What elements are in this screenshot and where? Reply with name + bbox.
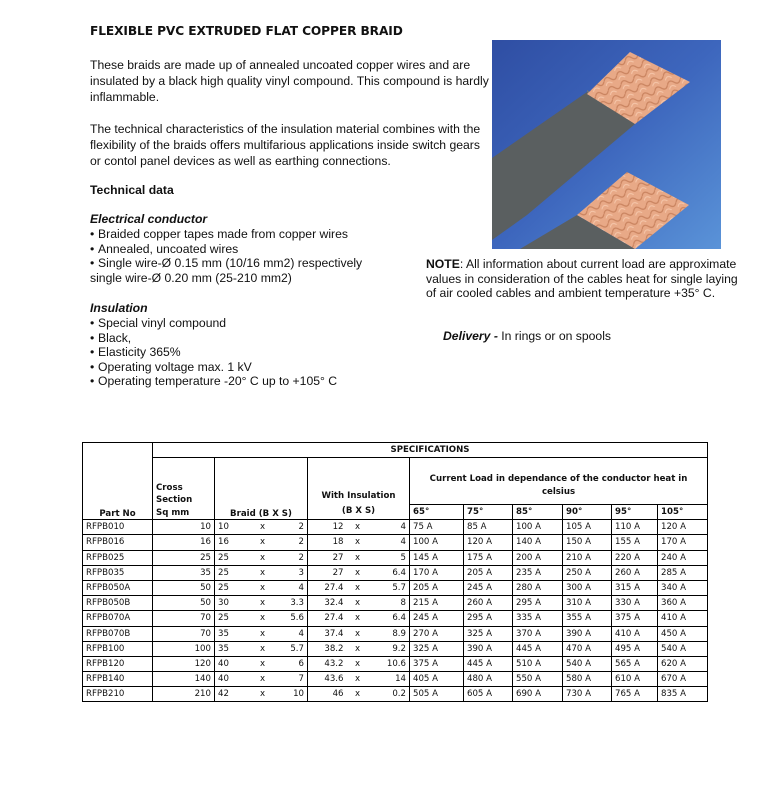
cell-ins-width: 46	[308, 687, 347, 702]
header-temp: 90°	[563, 505, 612, 520]
cell-part-no: RFPB120	[83, 656, 153, 671]
cell-current-load: 280 A	[513, 580, 563, 595]
document-title: FLEXIBLE PVC EXTRUDED FLAT COPPER BRAID	[90, 24, 403, 38]
copper-braid-illustration	[492, 40, 721, 249]
table-row	[83, 672, 708, 687]
cell-times: x	[252, 672, 274, 687]
cell-current-load: 335 A	[513, 611, 563, 626]
header-part-no: Part No	[83, 443, 153, 520]
cell-braid-width: 16	[215, 535, 252, 550]
cell-ins-thickness: 8	[369, 596, 410, 611]
cell-part-no: RFPB100	[83, 641, 153, 656]
cell-current-load: 240 A	[658, 550, 708, 565]
cell-times: x	[252, 656, 274, 671]
list-item: • Operating temperature -20° C up to +105° C	[90, 374, 338, 389]
cell-braid-thickness: 5.7	[274, 641, 308, 656]
cell-current-load: 565 A	[612, 656, 658, 671]
cell-ins-thickness: 5	[369, 550, 410, 565]
list-item: • Special vinyl compound	[90, 316, 227, 330]
cell-braid-thickness: 2	[274, 520, 308, 535]
cell-braid-thickness: 3	[274, 565, 308, 580]
cell-times: x	[347, 611, 369, 626]
cell-ins-width: 27.4	[308, 580, 347, 595]
cell-current-load: 550 A	[513, 672, 563, 687]
cell-part-no: RFPB140	[83, 672, 153, 687]
cell-current-load: 300 A	[563, 580, 612, 595]
cell-times: x	[252, 641, 274, 656]
cell-current-load: 480 A	[464, 672, 513, 687]
cell-times: x	[252, 535, 274, 550]
cell-current-load: 610 A	[612, 672, 658, 687]
header-temp: 75°	[464, 505, 513, 520]
cell-braid-width: 25	[215, 550, 252, 565]
cell-current-load: 410 A	[658, 611, 708, 626]
cell-current-load: 730 A	[563, 687, 612, 702]
cell-times: x	[252, 687, 274, 702]
header-temp: 85°	[513, 505, 563, 520]
specifications-body	[83, 520, 708, 702]
cell-cross-section: 70	[153, 611, 215, 626]
table-row	[83, 550, 708, 565]
cell-times: x	[347, 520, 369, 535]
cell-current-load: 690 A	[513, 687, 563, 702]
cell-braid-width: 10	[215, 520, 252, 535]
cell-current-load: 170 A	[410, 565, 464, 580]
electrical-conductor-heading: Electrical conductor	[90, 212, 208, 226]
cell-current-load: 235 A	[513, 565, 563, 580]
cell-current-load: 390 A	[563, 626, 612, 641]
cell-cross-section: 25	[153, 550, 215, 565]
specifications-table	[82, 442, 708, 702]
cell-ins-width: 32.4	[308, 596, 347, 611]
cell-ins-thickness: 4	[369, 520, 410, 535]
cell-current-load: 205 A	[464, 565, 513, 580]
cell-cross-section: 140	[153, 672, 215, 687]
cell-current-load: 370 A	[513, 626, 563, 641]
cell-current-load: 620 A	[658, 656, 708, 671]
cell-current-load: 105 A	[563, 520, 612, 535]
cell-ins-width: 27	[308, 550, 347, 565]
cell-times: x	[347, 596, 369, 611]
table-row	[83, 520, 708, 535]
cell-current-load: 540 A	[563, 656, 612, 671]
cell-current-load: 325 A	[464, 626, 513, 641]
cell-braid-thickness: 5.6	[274, 611, 308, 626]
cell-braid-thickness: 10	[274, 687, 308, 702]
note-text: NOTE: All information about current load are approximate values in consideration of the cables heat for single laying of air cooled cables and ambient temperature +35° C.	[426, 257, 738, 301]
list-item: • Braided copper tapes made from copper wires	[90, 227, 348, 241]
cell-ins-width: 38.2	[308, 641, 347, 656]
cell-cross-section: 210	[153, 687, 215, 702]
cell-cross-section: 50	[153, 580, 215, 595]
cell-current-load: 360 A	[658, 596, 708, 611]
cell-current-load: 390 A	[464, 641, 513, 656]
cell-current-load: 100 A	[410, 535, 464, 550]
product-photo	[492, 40, 721, 249]
insulation-heading: Insulation	[90, 301, 148, 315]
cell-current-load: 765 A	[612, 687, 658, 702]
cell-cross-section: 120	[153, 656, 215, 671]
cell-current-load: 510 A	[513, 656, 563, 671]
cell-ins-width: 18	[308, 535, 347, 550]
cell-cross-section: 70	[153, 626, 215, 641]
cell-times: x	[252, 596, 274, 611]
cell-current-load: 155 A	[612, 535, 658, 550]
cell-cross-section: 35	[153, 565, 215, 580]
cell-ins-width: 27.4	[308, 611, 347, 626]
cell-braid-thickness: 4	[274, 580, 308, 595]
cell-braid-thickness: 2	[274, 535, 308, 550]
cell-ins-thickness: 5.7	[369, 580, 410, 595]
cell-part-no: RFPB035	[83, 565, 153, 580]
cell-current-load: 330 A	[612, 596, 658, 611]
cell-current-load: 245 A	[410, 611, 464, 626]
cell-current-load: 505 A	[410, 687, 464, 702]
cell-times: x	[252, 626, 274, 641]
cell-current-load: 210 A	[563, 550, 612, 565]
cell-ins-width: 43.6	[308, 672, 347, 687]
cell-braid-width: 40	[215, 672, 252, 687]
delivery-info: Delivery - In rings or on spools	[443, 329, 612, 343]
cell-part-no: RFPB050B	[83, 596, 153, 611]
cell-times: x	[347, 580, 369, 595]
cell-current-load: 140 A	[513, 535, 563, 550]
header-temp: 105°	[658, 505, 708, 520]
cell-ins-thickness: 4	[369, 535, 410, 550]
cell-times: x	[252, 550, 274, 565]
cell-current-load: 295 A	[513, 596, 563, 611]
header-with-insulation: With Insulation (B X S)	[308, 458, 410, 520]
header-temp: 95°	[612, 505, 658, 520]
cell-braid-width: 40	[215, 656, 252, 671]
cell-ins-width: 27	[308, 565, 347, 580]
cell-ins-thickness: 6.4	[369, 565, 410, 580]
table-row	[83, 687, 708, 702]
cell-times: x	[347, 641, 369, 656]
cell-part-no: RFPB010	[83, 520, 153, 535]
insulation-list	[90, 316, 420, 389]
cell-cross-section: 100	[153, 641, 215, 656]
cell-braid-thickness: 7	[274, 672, 308, 687]
cell-current-load: 540 A	[658, 641, 708, 656]
cell-braid-width: 30	[215, 596, 252, 611]
list-item: • Annealed, uncoated wires	[90, 241, 239, 256]
table-row	[83, 611, 708, 626]
cell-current-load: 215 A	[410, 596, 464, 611]
cell-current-load: 150 A	[563, 535, 612, 550]
cell-braid-width: 25	[215, 611, 252, 626]
header-current-load: Current Load in dependance of the conductor heat in celsius	[410, 458, 708, 505]
cell-current-load: 295 A	[464, 611, 513, 626]
cell-current-load: 200 A	[513, 550, 563, 565]
header-braid: Braid (B X S)	[215, 458, 308, 520]
cell-part-no: RFPB025	[83, 550, 153, 565]
cell-current-load: 470 A	[563, 641, 612, 656]
cell-times: x	[252, 580, 274, 595]
cell-current-load: 410 A	[612, 626, 658, 641]
cell-current-load: 580 A	[563, 672, 612, 687]
cell-braid-thickness: 2	[274, 550, 308, 565]
list-item: • Operating voltage max. 1 kV	[90, 359, 252, 374]
cell-times: x	[347, 687, 369, 702]
cell-current-load: 205 A	[410, 580, 464, 595]
cell-braid-thickness: 3.3	[274, 596, 308, 611]
cell-times: x	[252, 520, 274, 535]
cell-current-load: 260 A	[464, 596, 513, 611]
cell-current-load: 325 A	[410, 641, 464, 656]
cell-current-load: 670 A	[658, 672, 708, 687]
table-row	[83, 626, 708, 641]
cell-ins-thickness: 14	[369, 672, 410, 687]
cell-ins-width: 12	[308, 520, 347, 535]
table-row	[83, 535, 708, 550]
cell-cross-section: 10	[153, 520, 215, 535]
cell-current-load: 355 A	[563, 611, 612, 626]
cell-current-load: 220 A	[612, 550, 658, 565]
cell-current-load: 835 A	[658, 687, 708, 702]
cell-current-load: 315 A	[612, 580, 658, 595]
cell-current-load: 245 A	[464, 580, 513, 595]
cell-braid-width: 25	[215, 565, 252, 580]
cell-times: x	[252, 565, 274, 580]
cell-cross-section: 50	[153, 596, 215, 611]
cell-current-load: 375 A	[612, 611, 658, 626]
cell-current-load: 110 A	[612, 520, 658, 535]
list-item: • Elasticity 365%	[90, 345, 181, 360]
cell-braid-thickness: 6	[274, 656, 308, 671]
cell-current-load: 145 A	[410, 550, 464, 565]
cell-current-load: 495 A	[612, 641, 658, 656]
cell-part-no: RFPB050A	[83, 580, 153, 595]
cell-current-load: 120 A	[658, 520, 708, 535]
cell-braid-width: 35	[215, 626, 252, 641]
cell-current-load: 120 A	[464, 535, 513, 550]
intro-paragraph: The technical characteristics of the insulation material combines with the flexibility of the braids offers multifarious applications inside switch gears or contol panel devices as well as earthing connections.	[90, 122, 481, 168]
cell-braid-width: 42	[215, 687, 252, 702]
cell-current-load: 85 A	[464, 520, 513, 535]
cell-braid-width: 35	[215, 641, 252, 656]
list-item-continuation: single wire-Ø 0.20 mm (25-210 mm2)	[90, 270, 292, 285]
cell-current-load: 375 A	[410, 656, 464, 671]
cell-ins-thickness: 6.4	[369, 611, 410, 626]
cell-part-no: RFPB210	[83, 687, 153, 702]
cell-ins-width: 37.4	[308, 626, 347, 641]
cell-times: x	[347, 672, 369, 687]
cell-ins-thickness: 8.9	[369, 626, 410, 641]
table-row	[83, 580, 708, 595]
cell-current-load: 270 A	[410, 626, 464, 641]
list-item: • Black,	[90, 330, 132, 345]
cell-times: x	[347, 626, 369, 641]
cell-times: x	[252, 611, 274, 626]
cell-current-load: 310 A	[563, 596, 612, 611]
table-row	[83, 656, 708, 671]
cell-current-load: 260 A	[612, 565, 658, 580]
cell-ins-thickness: 10.6	[369, 656, 410, 671]
cell-times: x	[347, 535, 369, 550]
cell-current-load: 170 A	[658, 535, 708, 550]
intro-paragraph: These braids are made up of annealed uncoated copper wires and are insulated by a black high quality vinyl compound. This compound is hardly inflammable.	[90, 58, 489, 104]
cell-current-load: 100 A	[513, 520, 563, 535]
header-temp: 65°	[410, 505, 464, 520]
header-cross-section: Cross Section Sq mm	[153, 458, 215, 520]
cell-part-no: RFPB070B	[83, 626, 153, 641]
cell-current-load: 175 A	[464, 550, 513, 565]
cell-part-no: RFPB016	[83, 535, 153, 550]
cell-ins-thickness: 0.2	[369, 687, 410, 702]
cell-braid-thickness: 4	[274, 626, 308, 641]
cell-times: x	[347, 550, 369, 565]
table-row	[83, 596, 708, 611]
header-specifications: SPECIFICATIONS	[153, 443, 708, 458]
cell-current-load: 340 A	[658, 580, 708, 595]
table-row	[83, 565, 708, 580]
list-item: • Single wire-Ø 0.15 mm (10/16 mm2) respectively	[90, 256, 363, 271]
technical-data-heading: Technical data	[90, 183, 174, 197]
cell-cross-section: 16	[153, 535, 215, 550]
cell-part-no: RFPB070A	[83, 611, 153, 626]
cell-current-load: 405 A	[410, 672, 464, 687]
cell-current-load: 445 A	[464, 656, 513, 671]
cell-times: x	[347, 565, 369, 580]
cell-times: x	[347, 656, 369, 671]
cell-current-load: 605 A	[464, 687, 513, 702]
cell-ins-width: 43.2	[308, 656, 347, 671]
cell-current-load: 250 A	[563, 565, 612, 580]
cell-ins-thickness: 9.2	[369, 641, 410, 656]
cell-current-load: 285 A	[658, 565, 708, 580]
cell-current-load: 450 A	[658, 626, 708, 641]
cell-current-load: 75 A	[410, 520, 464, 535]
electrical-conductor-list	[90, 227, 420, 285]
table-row	[83, 641, 708, 656]
cell-current-load: 445 A	[513, 641, 563, 656]
cell-braid-width: 25	[215, 580, 252, 595]
